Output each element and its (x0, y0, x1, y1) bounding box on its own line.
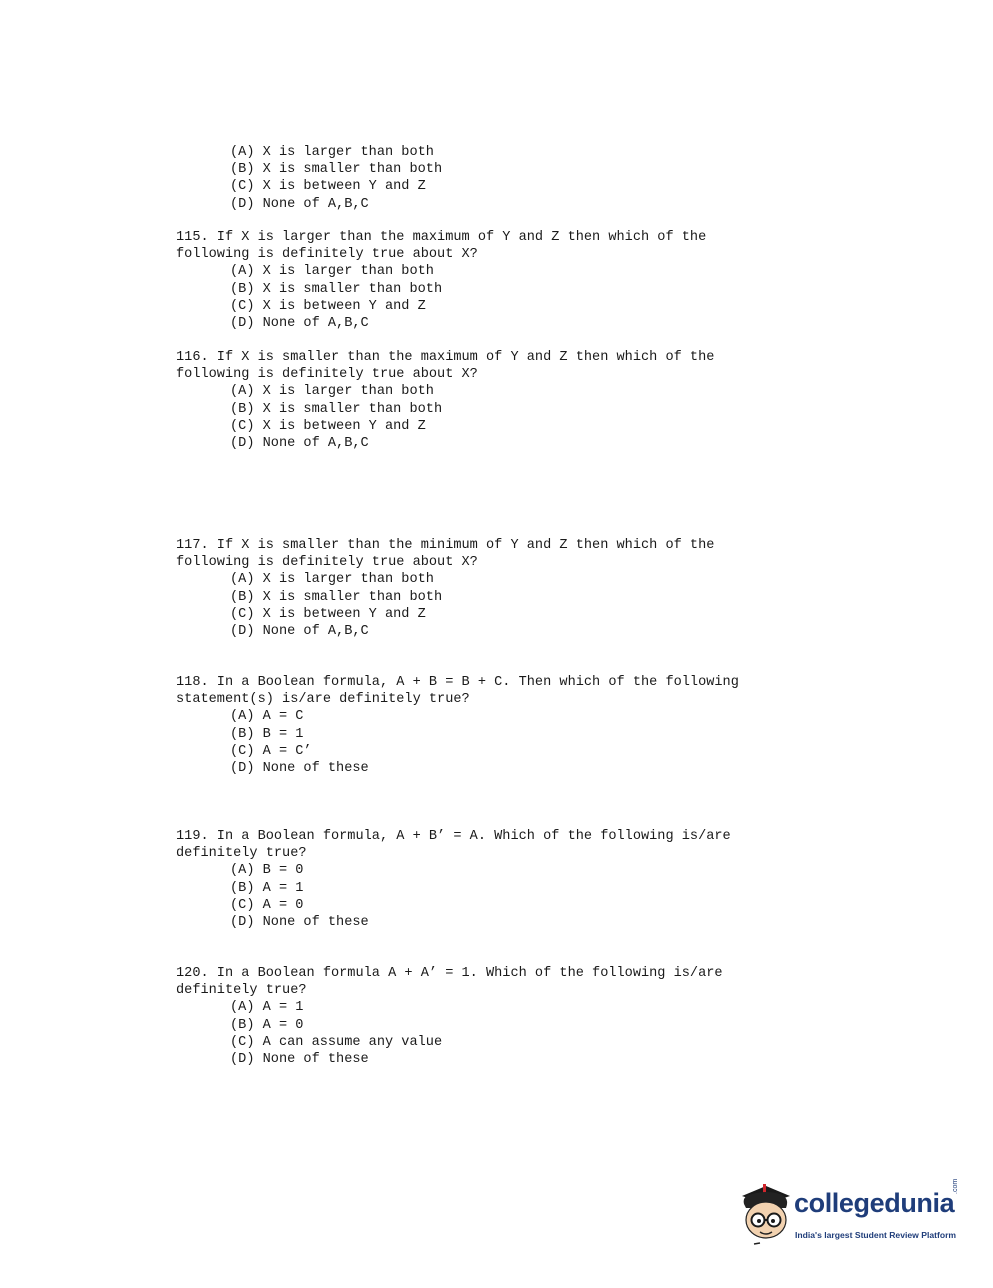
question-118 (176, 674, 836, 777)
question-119 (176, 828, 836, 931)
option-d: (D) None of these (230, 915, 369, 931)
question-stem-line: 120. In a Boolean formula A + A’ = 1. Which of the following is/are (176, 966, 723, 981)
option-c: (C) X is between Y and Z (230, 606, 426, 622)
question-stem-line: 115. If X is larger than the maximum of Y and Z then which of the (176, 230, 707, 245)
option-a: (A) A = 1 (230, 1000, 304, 1016)
question-116 (176, 349, 836, 452)
question-stem-line: following is definitely true about X? (176, 247, 478, 263)
option-c: (C) X is between Y and Z (230, 179, 426, 195)
option-d: (D) None of A,B,C (230, 624, 369, 640)
option-b: (B) X is smaller than both (230, 281, 443, 297)
option-a: (A) A = C (230, 709, 304, 725)
option-d: (D) None of these (230, 1052, 369, 1068)
option-b: (B) X is smaller than both (230, 162, 443, 178)
options-list (230, 708, 836, 777)
option-c: (C) A = 0 (230, 897, 304, 913)
option-c: (C) A can assume any value (230, 1034, 443, 1050)
mascot-icon (736, 1182, 796, 1248)
question-114-continued (176, 144, 836, 213)
option-c: (C) X is between Y and Z (230, 298, 426, 314)
logo-suffix: .com (952, 1178, 959, 1194)
option-c: (C) X is between Y and Z (230, 418, 426, 434)
question-115 (176, 229, 836, 332)
options-list (230, 263, 836, 332)
option-d: (D) None of A,B,C (230, 316, 369, 332)
option-a: (A) X is larger than both (230, 572, 434, 588)
question-stem-line: definitely true? (176, 846, 307, 862)
option-d: (D) None of A,B,C (230, 196, 369, 212)
option-c: (C) A = C’ (230, 743, 312, 759)
option-a: (A) X is larger than both (230, 384, 434, 400)
question-stem-line: 119. In a Boolean formula, A + B’ = A. Which of the following is/are (176, 829, 731, 844)
question-stem-line: following is definitely true about X? (176, 367, 478, 383)
option-a: (A) B = 0 (230, 863, 304, 879)
options-list (230, 383, 836, 452)
option-b: (B) X is smaller than both (230, 589, 443, 605)
question-stem-line: following is definitely true about X? (176, 555, 478, 571)
option-b: (B) X is smaller than both (230, 401, 443, 417)
logo-wordmark: collegedunia (794, 1188, 955, 1218)
option-a: (A) X is larger than both (230, 264, 434, 280)
options-list (230, 862, 836, 931)
question-120 (176, 965, 836, 1068)
option-a: (A) X is larger than both (230, 145, 434, 160)
option-b: (B) A = 0 (230, 1017, 304, 1033)
question-stem-line: statement(s) is/are definitely true? (176, 692, 470, 708)
logo-tagline: India's largest Student Review Platform (795, 1230, 957, 1240)
question-stem-line: definitely true? (176, 983, 307, 999)
option-b: (B) B = 1 (230, 726, 304, 742)
option-d: (D) None of these (230, 761, 369, 777)
question-117 (176, 537, 836, 640)
question-stem-line: 116. If X is smaller than the maximum of Y and Z then which of the (176, 350, 715, 365)
options-list (230, 571, 836, 640)
question-stem-line: 117. If X is smaller than the minimum of Y and Z then which of the (176, 538, 715, 553)
option-d: (D) None of A,B,C (230, 436, 369, 452)
option-b: (B) A = 1 (230, 880, 304, 896)
options-list (230, 999, 836, 1068)
collegedunia-logo (736, 1178, 964, 1250)
options-list (230, 144, 836, 213)
question-stem-line: 118. In a Boolean formula, A + B = B + C. Then which of the following (176, 675, 739, 690)
